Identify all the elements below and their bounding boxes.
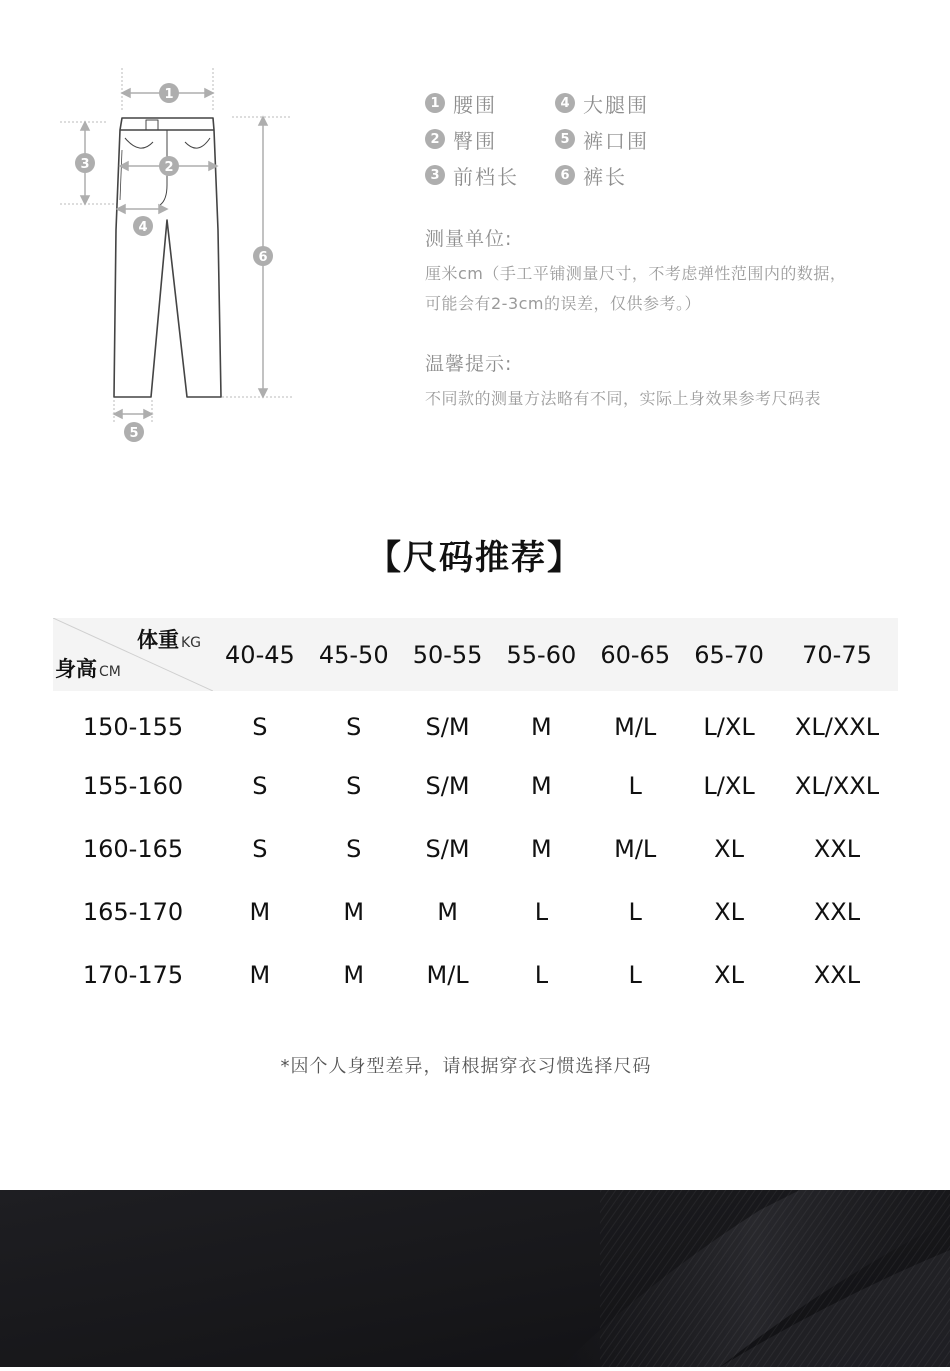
size-cell: XL <box>714 834 744 863</box>
size-cell: M <box>343 960 365 989</box>
weight-header: 45-50 <box>318 640 389 669</box>
legend-item-front-rise <box>425 162 555 188</box>
pants-measurement-diagram <box>50 60 310 460</box>
legend-grid <box>425 90 905 188</box>
legend-label: 臀围 <box>453 128 497 153</box>
table-row <box>53 880 898 943</box>
tip-text: 不同款的测量方法略有不同，实际上身效果参考尺码表 <box>425 389 822 408</box>
weight-header: 55-60 <box>506 640 577 669</box>
size-cell: L <box>534 960 549 989</box>
size-cell: M/L <box>426 960 469 989</box>
legend-item-thigh <box>555 90 685 116</box>
corner-weight-label <box>137 624 201 654</box>
svg-text:2: 2 <box>164 160 174 175</box>
unit-text-line1: 厘米cm（手工平铺测量尺寸，不考虑弹性范围内的数据， <box>425 264 847 283</box>
marker-2 <box>159 156 179 176</box>
size-cell: M <box>531 713 552 741</box>
table-row <box>53 754 898 817</box>
height-cell: 165-170 <box>82 897 184 926</box>
height-cell: 150-155 <box>82 713 184 741</box>
legend-item-hip <box>425 126 555 152</box>
size-cell: M <box>343 897 365 926</box>
size-cell: S/M <box>425 713 470 741</box>
legend-label: 裤长 <box>583 164 627 189</box>
number-badge: 1 <box>425 93 445 113</box>
size-cell: L/XL <box>703 771 755 800</box>
weight-header: 65-70 <box>694 640 764 669</box>
pants-outline-svg <box>50 60 310 460</box>
legend-label: 裤口围 <box>583 128 649 153</box>
unit-text-line2: 可能会有2-3cm的误差，仅供参考。） <box>425 294 702 313</box>
svg-text:6: 6 <box>258 250 268 265</box>
size-cell: M <box>249 897 271 926</box>
fabric-closeup-image <box>0 1190 950 1367</box>
measurement-legend <box>425 90 905 414</box>
size-cell: L/XL <box>703 713 755 741</box>
legend-item-waist <box>425 90 555 116</box>
size-cell: M/L <box>614 834 657 863</box>
size-cell: S <box>252 713 268 741</box>
unit-info <box>425 224 905 319</box>
size-cell: S <box>252 834 268 863</box>
weight-unit: KG <box>180 635 201 651</box>
height-cell: 155-160 <box>82 771 184 800</box>
legend-item-length <box>555 162 685 188</box>
weight-text: 体重 <box>136 628 179 652</box>
legend-label: 腰围 <box>453 92 497 117</box>
size-cell: M <box>531 834 552 863</box>
size-cell: XXL <box>813 897 861 926</box>
unit-title: 测量单位: <box>425 228 513 250</box>
tip-title: 温馨提示: <box>425 353 513 375</box>
number-badge: 3 <box>425 165 445 185</box>
marker-5 <box>124 422 144 442</box>
size-cell: XL <box>714 960 744 989</box>
size-cell: XL/XXL <box>794 771 880 800</box>
tip-info <box>425 349 905 414</box>
size-cell: L <box>534 897 549 926</box>
size-cell: XXL <box>813 960 861 989</box>
height-unit: CM <box>99 664 121 680</box>
number-badge: 5 <box>555 129 575 149</box>
marker-4 <box>133 216 153 236</box>
legend-label: 大腿围 <box>583 92 649 117</box>
size-cell: S <box>346 771 362 800</box>
marker-6 <box>253 246 273 266</box>
table-row <box>53 817 898 880</box>
weight-header: 50-55 <box>412 640 483 669</box>
height-cell: 170-175 <box>82 960 184 989</box>
table-row <box>53 943 898 1006</box>
size-cell: S/M <box>425 834 470 863</box>
size-cell: M/L <box>614 713 657 741</box>
size-cell: XL <box>714 897 744 926</box>
number-badge: 2 <box>425 129 445 149</box>
legend-label: 前档长 <box>453 164 519 189</box>
number-badge: 6 <box>555 165 575 185</box>
svg-text:1: 1 <box>164 87 174 102</box>
size-note: *因个人身型差异，请根据穿衣习惯选择尺码 <box>280 1056 652 1077</box>
size-cell: M <box>531 771 552 800</box>
size-cell: M <box>437 897 458 926</box>
marker-3 <box>75 153 95 173</box>
section-title: 【尺码推荐】 <box>367 538 583 578</box>
table-row <box>53 691 898 754</box>
number-badge: 4 <box>555 93 575 113</box>
size-recommendation-table <box>53 618 898 1006</box>
svg-text:3: 3 <box>80 157 90 172</box>
table-corner-cell <box>53 618 213 691</box>
size-cell: S <box>252 771 268 800</box>
height-cell: 160-165 <box>82 834 184 863</box>
size-cell: L <box>628 960 642 989</box>
size-cell: M <box>249 960 271 989</box>
legend-item-leg-opening <box>555 126 685 152</box>
size-cell: L <box>628 771 642 800</box>
svg-text:4: 4 <box>138 220 148 235</box>
weight-header: 70-75 <box>802 640 872 669</box>
size-cell: S/M <box>425 771 470 800</box>
svg-text:5: 5 <box>129 426 139 441</box>
size-cell: L <box>628 897 642 926</box>
size-cell: S <box>346 834 362 863</box>
weight-header: 60-65 <box>600 640 671 669</box>
table-header-row <box>53 618 898 691</box>
fabric-texture-svg <box>0 1190 950 1367</box>
height-text: 身高 <box>55 657 97 681</box>
size-cell: S <box>346 713 362 741</box>
corner-height-label <box>55 653 121 683</box>
weight-header: 40-45 <box>225 640 295 669</box>
size-cell: XXL <box>813 834 861 863</box>
marker-1 <box>159 83 179 103</box>
size-cell: XL/XXL <box>794 713 880 741</box>
